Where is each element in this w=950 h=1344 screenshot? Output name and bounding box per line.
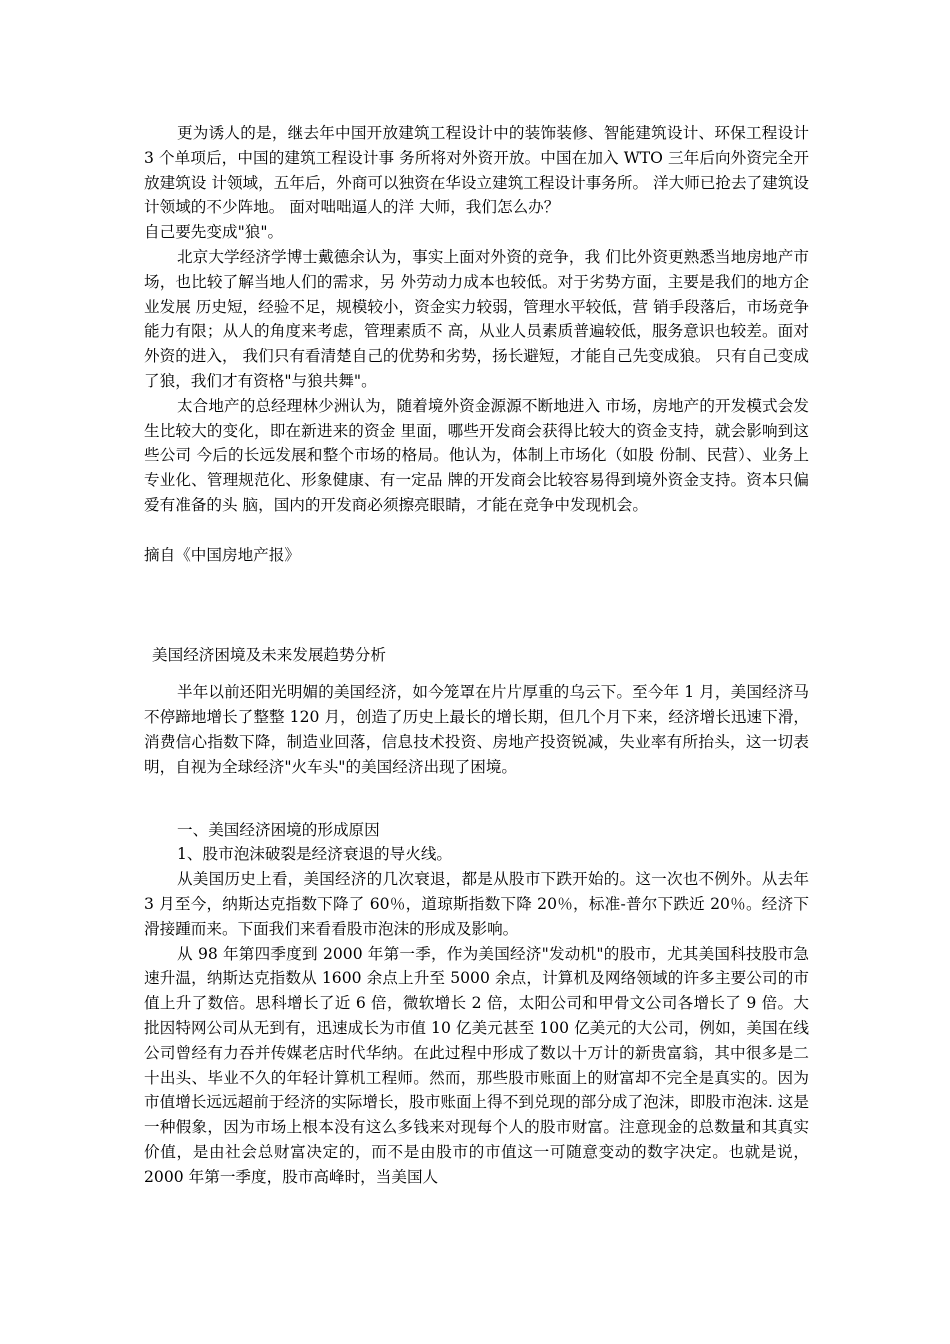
paragraph-become-wolf: 自己要先变成"狼"。 [144,223,284,242]
document-page [144,121,809,1189]
paragraph-foreign-design-opening: 更为诱人的是，继去年中国开放建筑工程设计中的装饰装修、智能建筑设计、环保工程设计 3 个单项后，中国的建筑工程设计事 务所将对外资开放。中国在加入 WTO 三年后向外资完全开放建筑设 计领域，五年后，外商可以独资在华设立建筑工程设计事务所。 洋大师已抢去了建筑设计领域的不少阵地。 面对咄咄逼人的洋 大师，我们怎么办？ [144,124,809,217]
paragraph-dai-deyu-opinion: 北京大学经济学博士戴德余认为，事实上面对外资的竞争，我 们比外资更熟悉当地房地产市场，也比较了解当地人们的需求，另 外劳动力成本也较低。对于劣势方面，主要是我们的地方企业发展 历史短，经验不足，规模较小，资金实力较弱，管理水平较低，营 销手段落后，市场竞争能力有限；从人的角度来考虑，管理素质不 高，从业人员素质普遍较低，服务意识也较差。面对外资的进入， 我们只有看清楚自己的优势和劣势，扬长避短，才能自己先变成狼。 只有自己变成了狼，我们才有资格"与狼共舞"。 [144,247,809,390]
source-attribution: 摘自《中国房地产报》 [144,545,300,564]
paragraph-stock-history: 从美国历史上看，美国经济的几次衰退，都是从股市下跌开始的。这一次也不例外。从去年 3 月至今，纳斯达克指数下降了 60％，道琼斯指数下降 20％，标准-普尔下跌近 20％。经济下滑接踵而来。下面我们来看看股市泡沫的形成及影响。 [144,870,809,938]
article-title: 美国经济困境及未来发展趋势分析 [152,645,386,664]
section-heading-causes: 一、美国经济困境的形成原因 [177,820,380,839]
subsection-heading-stock-bubble: 1、股市泡沫破裂是经济衰退的导火线。 [177,845,453,864]
paragraph-tech-stock-boom: 从 98 年第四季度到 2000 年第一季，作为美国经济"发动机"的股市，尤其美国科技股市急速升温，纳斯达克指数从 1600 余点上升至 5000 余点，计算机及网络领域的许多主要公司的市值上升了数倍。思科增长了近 6 倍，微软增长 2 倍，太阳公司和甲骨文公司各增长了 9 倍。大批因特网公司从无到有，迅速成长为市值 10 亿美元甚至 100 亿美元的大公司，例如，美国在线公司曾经有力吞并传媒老店时代华纳。在此过程中形成了数以十万计的新贵富翁，其中很多是二十出头、毕业不久的年轻计算机工程师。然而，那些股市账面上的财富却不完全是真实的。因为市值增长远远超前于经济的实际增长，股市账面上得不到兑现的部分成了泡沫，即股市泡沫. 这是一种假象，因为市场上根本没有这么多钱来对现每个人的股市财富。注意现金的总数量和其真实价值，是由社会总财富决定的，而不是由股市的市值这一可随意变动的数字决定。也就是说，2000 年第一季度，股市高峰时，当美国人 [144,944,809,1186]
paragraph-lin-shaozhou-opinion: 太合地产的总经理林少洲认为，随着境外资金源源不断地进入 市场，房地产的开发模式会发生比较大的变化，即在新进来的资金 里面，哪些开发商会获得比较大的资金支持，就会影响到这些公司 今后的长远发展和整个市场的格局。他认为，体制上市场化（如股 份制、民营）、业务上专业化、管理规范化、形象健康、有一定品 牌的开发商会比较容易得到境外资金支持。资本只偏爱有准备的头 脑，国内的开发商必须擦亮眼睛，才能在竞争中发现机会。 [144,396,809,514]
paragraph-us-economy-intro: 半年以前还阳光明媚的美国经济，如今笼罩在片片厚重的乌云下。至今年 1 月，美国经济马不停蹄地增长了整整 120 月，创造了历史上最长的增长期，但几个月下来，经济增长迅速下滑，消费信心指数下降，制造业回落，信息技术投资、房地产投资锐减，失业率有所抬头，这一切表明，自视为全球经济"火车头"的美国经济出现了困境。 [144,683,809,776]
